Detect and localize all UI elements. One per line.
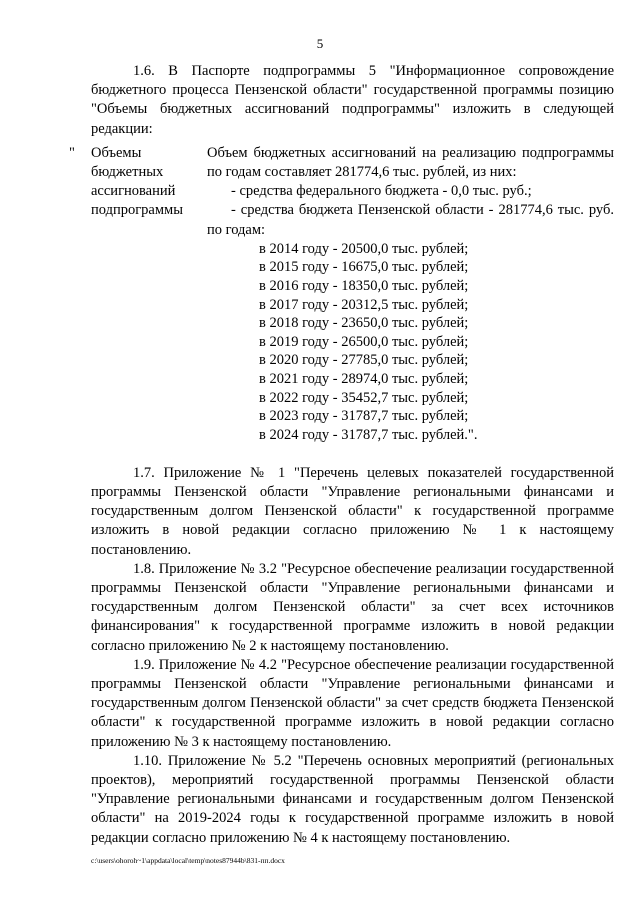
page-number: 5 [316,36,324,51]
year-item: в 2019 году - 26500,0 тыс. рублей; [259,333,469,350]
year-item: в 2022 году - 35452,7 тыс. рублей; [259,389,469,406]
table-left-label: Объемы бюджетных ассигнований подпрограммы [91,144,183,219]
paragraph-1-8: 1.8. Приложение № 3.2 "Ресурсное обеспечение реализации государственной программы Пензенской области "Управление региональными финансами и государственным долгом Пензенской области" за счет всех источников финансирования" к государственной программе изложить в новой редакции согласно приложению № 2 к настоящему постановлению. [91,560,614,654]
opening-quote: " [69,144,75,161]
paragraph-1-6: 1.6. В Паспорте подпрограммы 5 "Информационное сопровождение бюджетного процесса Пензенской области" государственной программы позицию "Объемы бюджетных ассигнований подпрограммы" изложить в следующей редакции: [91,63,614,137]
years-list [207,240,614,445]
year-item: в 2023 году - 31787,7 тыс. рублей; [259,408,469,425]
year-item: в 2018 году - 23650,0 тыс. рублей; [259,315,469,332]
budget-allocation-table [69,144,614,464]
bullet-regional: - средства бюджета Пензенской области - 281774,6 тыс. руб. по годам: [207,202,614,238]
year-item: в 2020 году - 27785,0 тыс. рублей; [259,352,469,369]
table-right-cell [207,144,614,445]
year-item: в 2015 году - 16675,0 тыс. рублей; [259,259,469,276]
paragraph-1-9: 1.9. Приложение № 4.2 "Ресурсное обеспечение реализации государственной программы Пензенской области "Управление региональными финансами и государственным долгом Пензенской области" за счет средств бюджета Пензенской области" к государственной программе изложить в новой редакции согласно приложению № 3 к настоящему постановлению. [91,656,614,750]
year-item: в 2021 году - 28974,0 тыс. рублей; [259,370,469,387]
table-lead: Объем бюджетных ассигнований на реализацию подпрограммы по годам составляет 281774,6 тыс. рублей, из них: [207,144,614,181]
year-item: в 2024 году - 31787,7 тыс. рублей.". [259,426,478,443]
paragraph-1-10: 1.10. Приложение № 5.2 "Перечень основных мероприятий (региональных проектов), мероприятий государственной программы Пензенской области "Управление региональными финансами и государственным долгом Пензенской области" на 2019-2024 годы к государственной программе изложить в новой редакции согласно приложению № 4 к настоящему постановлению. [91,752,614,846]
file-path-footer: c:\users\ohoroh~1\appdata\local\temp\notes87944b\831-пп.docx [91,856,285,865]
paragraph-1-7: 1.7. Приложение № 1 "Перечень целевых показателей государственной программы Пензенской области "Управление региональными финансами и государственным долгом Пензенской области" к государственной программе изложить в новой редакции согласно приложению № 1 к настоящему постановлению. [91,464,614,558]
document-body [69,62,614,848]
year-item: в 2017 году - 20312,5 тыс. рублей; [259,296,469,313]
year-item: в 2014 году - 20500,0 тыс. рублей; [259,240,469,257]
bullet-federal: - средства федерального бюджета - 0,0 тыс. руб.; [231,183,532,200]
year-item: в 2016 году - 18350,0 тыс. рублей; [259,278,469,295]
